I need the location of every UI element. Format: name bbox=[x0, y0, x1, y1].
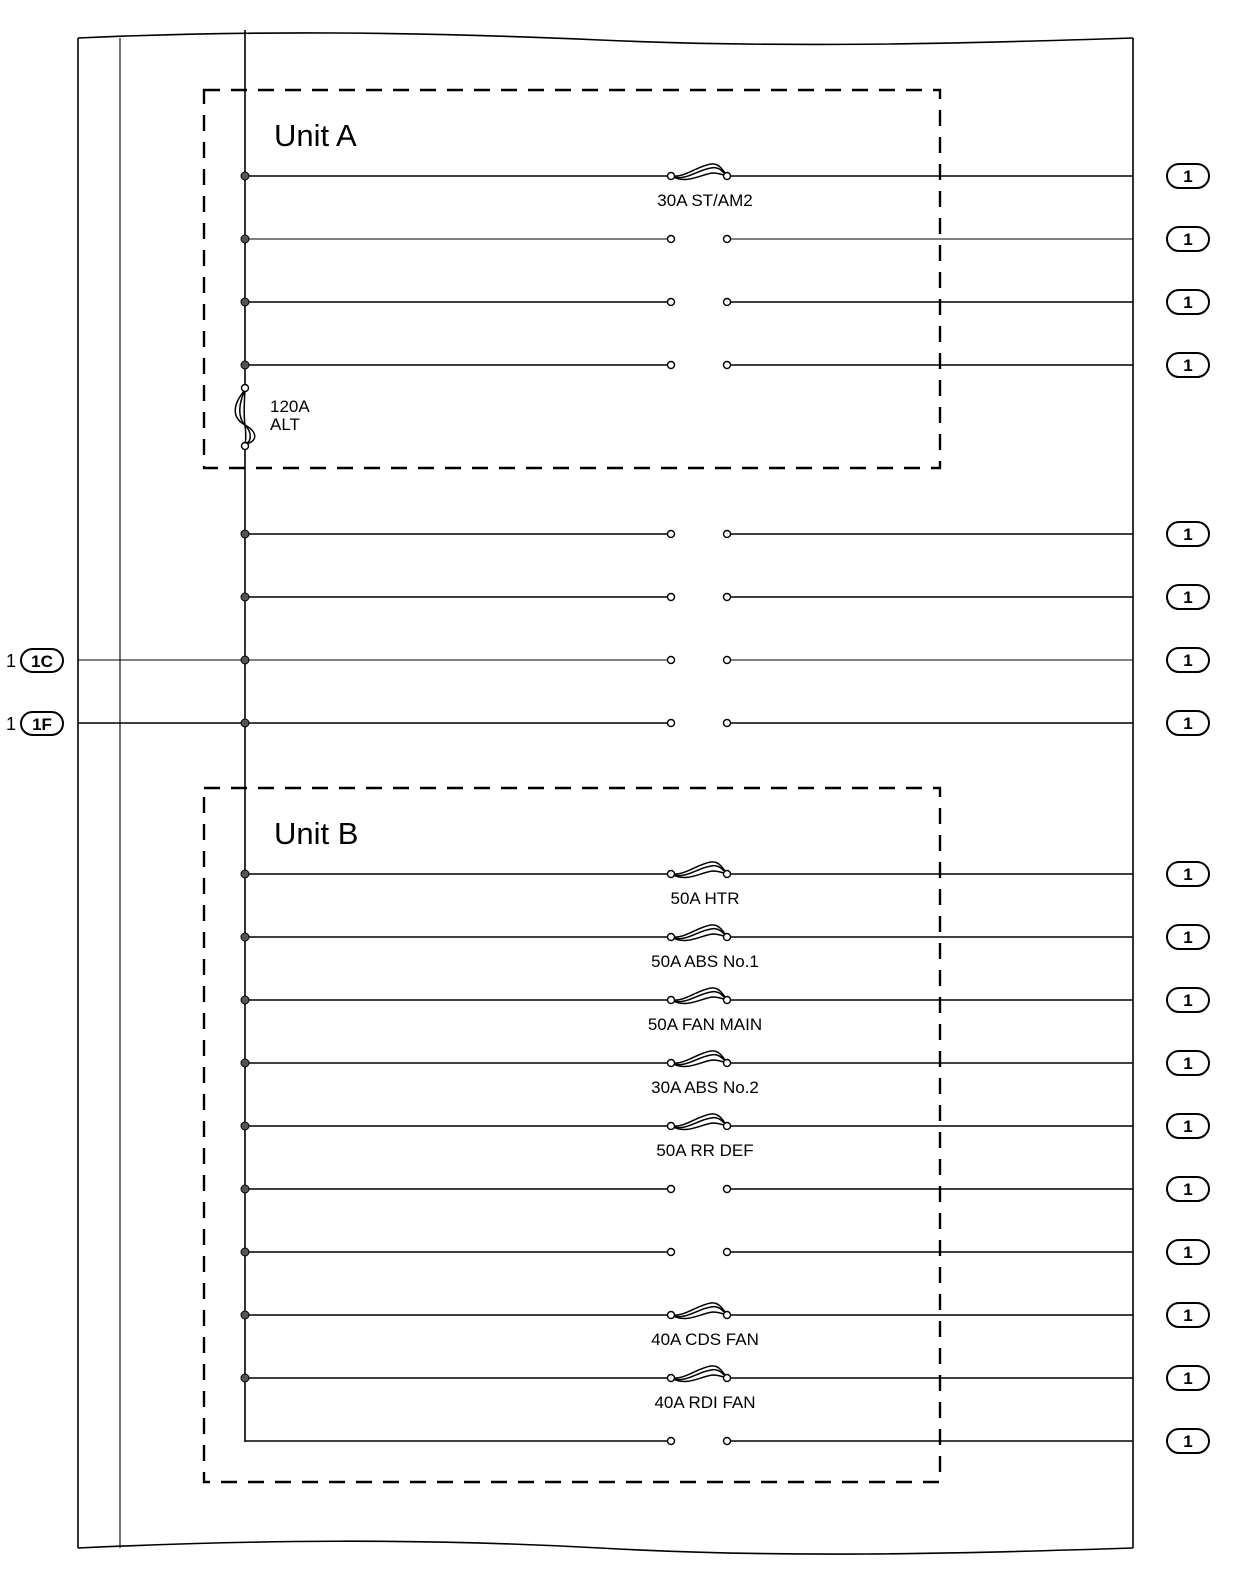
fuse-terminal bbox=[724, 720, 731, 727]
connector-tag bbox=[1167, 648, 1209, 672]
bus-junction bbox=[241, 996, 249, 1004]
left-connector-1f bbox=[6, 712, 63, 735]
fuse-link-icon bbox=[671, 988, 727, 1004]
fuse-terminal bbox=[668, 1438, 675, 1445]
left-connector-1c bbox=[6, 649, 63, 672]
fuse-link-icon bbox=[671, 925, 727, 941]
connector-tag bbox=[1167, 1429, 1209, 1453]
left-connector-tag: 1C bbox=[31, 652, 53, 671]
fuse-label: 50A FAN MAIN bbox=[647, 1015, 763, 1034]
fuse-terminal bbox=[724, 299, 731, 306]
connector-number: 1 bbox=[1183, 1306, 1193, 1325]
bus-junction bbox=[241, 235, 249, 243]
fuse-terminal bbox=[724, 1375, 731, 1382]
connector-number: 1 bbox=[1183, 1369, 1193, 1388]
circuit-row bbox=[241, 1366, 1209, 1412]
connector-tag bbox=[1167, 1366, 1209, 1390]
connector-number: 1 bbox=[1183, 1432, 1193, 1451]
connector-tag bbox=[1167, 862, 1209, 886]
fuse-link-icon bbox=[671, 164, 727, 180]
fuse-label: 40A RDI FAN bbox=[654, 1393, 756, 1412]
circuit-row bbox=[241, 648, 1209, 672]
connector-number: 1 bbox=[1183, 865, 1193, 884]
circuit-row bbox=[241, 522, 1209, 546]
circuit-row bbox=[241, 1177, 1209, 1201]
connector-tag bbox=[1167, 353, 1209, 377]
bus-junction bbox=[241, 530, 249, 538]
main-fuse-alt bbox=[235, 385, 255, 450]
connector-tag bbox=[1167, 925, 1209, 949]
fuse-link-icon bbox=[671, 1114, 727, 1130]
bus-junction bbox=[241, 172, 249, 180]
fuse-label: 50A HTR bbox=[670, 889, 740, 908]
connector-tag bbox=[1167, 522, 1209, 546]
fuse-terminal bbox=[668, 1060, 675, 1067]
left-connector-tag: 1F bbox=[32, 715, 52, 734]
circuit-row bbox=[241, 925, 1209, 971]
connector-tag bbox=[1167, 164, 1209, 188]
connector-number: 1 bbox=[1183, 928, 1193, 947]
fuse-terminal bbox=[668, 1375, 675, 1382]
connector-tag bbox=[1167, 585, 1209, 609]
fuse-label: 50A ABS No.1 bbox=[651, 952, 759, 971]
bus-junction bbox=[241, 656, 249, 664]
circuit-row bbox=[241, 164, 1209, 210]
sheet-border bbox=[78, 33, 1133, 1554]
left-connector-prefix: 1 bbox=[6, 651, 17, 671]
circuit-row bbox=[241, 711, 1209, 735]
fuse-terminal bbox=[724, 1060, 731, 1067]
fuse-terminal bbox=[724, 594, 731, 601]
fuse-terminal bbox=[668, 720, 675, 727]
connector-tag bbox=[1167, 1240, 1209, 1264]
connector-number: 1 bbox=[1183, 167, 1193, 186]
fuse-terminal bbox=[724, 236, 731, 243]
bus-junction bbox=[241, 1374, 249, 1382]
bus-junction bbox=[241, 719, 249, 727]
circuit-row bbox=[241, 353, 1209, 377]
bus-junction bbox=[241, 870, 249, 878]
fuse-terminal bbox=[724, 531, 731, 538]
fuse-terminal bbox=[668, 871, 675, 878]
circuit-row bbox=[241, 1240, 1209, 1264]
bus-junction bbox=[241, 361, 249, 369]
circuit-row bbox=[241, 227, 1209, 251]
fuse-terminal bbox=[668, 299, 675, 306]
fuse-terminal bbox=[724, 1312, 731, 1319]
unit-a-label: Unit A bbox=[274, 118, 357, 153]
fuse-terminal bbox=[668, 531, 675, 538]
circuit-rows bbox=[241, 164, 1209, 1453]
fuse-terminal bbox=[724, 362, 731, 369]
connector-number: 1 bbox=[1183, 588, 1193, 607]
bus-junction bbox=[241, 298, 249, 306]
fuse-label: 40A CDS FAN bbox=[651, 1330, 759, 1349]
fuse-terminal bbox=[668, 594, 675, 601]
connector-tag bbox=[1167, 1051, 1209, 1075]
circuit-row bbox=[241, 1303, 1209, 1349]
fuse-link-icon bbox=[671, 862, 727, 878]
connector-number: 1 bbox=[1183, 1180, 1193, 1199]
left-inputs bbox=[78, 660, 245, 723]
connector-number: 1 bbox=[1183, 356, 1193, 375]
circuit-row bbox=[245, 1429, 1209, 1453]
fuse-terminal bbox=[724, 934, 731, 941]
bus-junction bbox=[241, 933, 249, 941]
fuse-terminal bbox=[724, 1186, 731, 1193]
connector-number: 1 bbox=[1183, 714, 1193, 733]
connector-tag bbox=[1167, 1114, 1209, 1138]
fuse-terminal bbox=[668, 1186, 675, 1193]
connector-number: 1 bbox=[1183, 1117, 1193, 1136]
bus-junction bbox=[241, 1185, 249, 1193]
circuit-row bbox=[241, 862, 1209, 908]
fuse-terminal bbox=[724, 1249, 731, 1256]
connector-number: 1 bbox=[1183, 230, 1193, 249]
fuse-label: 50A RR DEF bbox=[656, 1141, 754, 1160]
fuse-link-icon bbox=[671, 1051, 727, 1067]
fuse-terminal bbox=[668, 934, 675, 941]
fuse-terminal bbox=[668, 657, 675, 664]
circuit-row bbox=[241, 988, 1209, 1034]
unit-b-label: Unit B bbox=[274, 816, 359, 851]
connector-number: 1 bbox=[1183, 991, 1193, 1010]
left-connector-prefix: 1 bbox=[6, 714, 17, 734]
fuse-terminal bbox=[668, 1123, 675, 1130]
fuse-terminal bbox=[724, 871, 731, 878]
fuse-label: 30A ST/AM2 bbox=[657, 191, 753, 210]
connector-number: 1 bbox=[1183, 1054, 1193, 1073]
circuit-row bbox=[241, 585, 1209, 609]
circuit-row bbox=[241, 1051, 1209, 1097]
bus-junction bbox=[241, 593, 249, 601]
fuse-label: 30A ABS No.2 bbox=[651, 1078, 759, 1097]
main-fuse-rating: 120A bbox=[270, 397, 310, 416]
fuse-terminal bbox=[724, 173, 731, 180]
circuit-row bbox=[241, 290, 1209, 314]
bus-junction bbox=[241, 1248, 249, 1256]
connector-tag bbox=[1167, 1177, 1209, 1201]
fuse-terminal bbox=[724, 1438, 731, 1445]
connector-tag bbox=[1167, 290, 1209, 314]
connector-number: 1 bbox=[1183, 525, 1193, 544]
connector-tag bbox=[1167, 227, 1209, 251]
fuse-link-icon bbox=[671, 1366, 727, 1382]
bus-junction bbox=[241, 1122, 249, 1130]
fuse-terminal bbox=[668, 173, 675, 180]
fuse-terminal bbox=[668, 997, 675, 1004]
bus-junction bbox=[241, 1059, 249, 1067]
fuse-terminal bbox=[668, 1249, 675, 1256]
connector-number: 1 bbox=[1183, 651, 1193, 670]
main-fuse-name: ALT bbox=[270, 415, 300, 434]
connector-number: 1 bbox=[1183, 1243, 1193, 1262]
fuse-terminal bbox=[668, 1312, 675, 1319]
fuse-terminal bbox=[724, 997, 731, 1004]
circuit-row bbox=[241, 1114, 1209, 1160]
connector-number: 1 bbox=[1183, 293, 1193, 312]
fuse-terminal bbox=[724, 1123, 731, 1130]
connector-tag bbox=[1167, 988, 1209, 1012]
fuse-terminal bbox=[724, 657, 731, 664]
fuse-link-icon bbox=[671, 1303, 727, 1319]
connector-tag bbox=[1167, 1303, 1209, 1327]
connector-tag bbox=[1167, 711, 1209, 735]
fuse-terminal bbox=[668, 236, 675, 243]
bus-junction bbox=[241, 1311, 249, 1319]
fuse-terminal bbox=[668, 362, 675, 369]
